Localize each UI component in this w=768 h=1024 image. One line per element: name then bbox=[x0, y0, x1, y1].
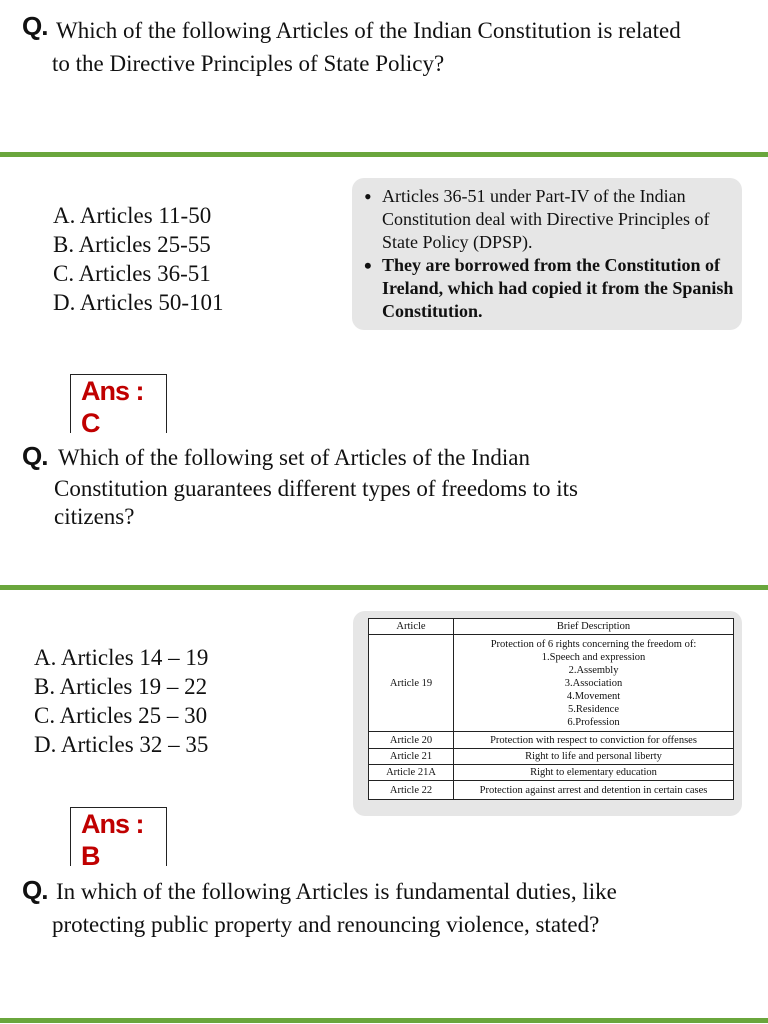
question-2-line: Which of the following set of Articles of the Indian bbox=[58, 445, 531, 470]
question-1-text bbox=[52, 14, 756, 80]
option-b[interactable]: B. Articles 19 – 22 bbox=[34, 674, 208, 699]
question-marker: Q. bbox=[22, 875, 48, 905]
table-row bbox=[369, 732, 734, 749]
answer-box bbox=[70, 807, 167, 871]
freedom-item: 1.Speech and expression bbox=[541, 652, 646, 663]
freedom-item: 2.Assembly bbox=[568, 665, 619, 676]
question-marker: Q. bbox=[22, 441, 48, 471]
table-cell: Article 21 bbox=[369, 749, 454, 765]
question-3-line: protecting public property and renouncing violence, stated? bbox=[52, 912, 600, 937]
explanation-box bbox=[352, 178, 742, 330]
table-header-cell: Article bbox=[369, 619, 454, 635]
answer-box bbox=[70, 374, 167, 438]
option-a[interactable]: A. Articles 11-50 bbox=[53, 203, 212, 228]
table-cell bbox=[454, 635, 734, 732]
table-row bbox=[369, 781, 734, 800]
table-row bbox=[369, 765, 734, 781]
freedom-item: 3.Association bbox=[564, 678, 623, 689]
table-cell: Article 21A bbox=[369, 765, 454, 781]
section-divider bbox=[0, 152, 768, 157]
articles-table-box bbox=[353, 611, 742, 816]
table-cell: Protection with respect to conviction for offenses bbox=[454, 732, 734, 749]
option-c[interactable]: C. Articles 25 – 30 bbox=[34, 703, 208, 728]
table-cell: Article 22 bbox=[369, 781, 454, 800]
option-a[interactable]: A. Articles 14 – 19 bbox=[34, 645, 209, 670]
answer-label: Ans : bbox=[81, 376, 144, 406]
question-1-options bbox=[53, 201, 224, 317]
articles-table bbox=[368, 618, 734, 800]
question-1-line: Which of the following Articles of the Indian Constitution is related bbox=[56, 18, 681, 43]
table-row bbox=[369, 749, 734, 765]
question-1-line: to the Directive Principles of State Policy? bbox=[52, 51, 445, 76]
section-divider bbox=[0, 585, 768, 590]
option-d[interactable]: D. Articles 50-101 bbox=[53, 290, 224, 315]
explanation-bullet: • Articles 36-51 under Part-IV of the Indian Constitution deal with Directive Principles of State Policy (DPSP). bbox=[362, 185, 734, 254]
table-cell: Right to elementary education bbox=[454, 765, 734, 781]
question-2-options bbox=[34, 643, 208, 759]
question-3-line: In which of the following Articles is fundamental duties, like bbox=[56, 879, 617, 904]
freedom-item: 5.Residence bbox=[567, 704, 620, 715]
freedom-item: 4.Movement bbox=[566, 691, 621, 702]
answer-value: C bbox=[81, 408, 100, 438]
answer-value: B bbox=[81, 841, 100, 871]
question-2-line: citizens? bbox=[54, 504, 135, 529]
section-divider bbox=[0, 1018, 768, 1023]
table-header-row bbox=[369, 619, 734, 635]
question-marker: Q. bbox=[22, 11, 48, 41]
option-d[interactable]: D. Articles 32 – 35 bbox=[34, 732, 209, 757]
table-cell: Protection against arrest and detention in certain cases bbox=[454, 781, 734, 800]
option-b[interactable]: B. Articles 25-55 bbox=[53, 232, 211, 257]
table-cell: Right to life and personal liberty bbox=[454, 749, 734, 765]
table-cell: Article 20 bbox=[369, 732, 454, 749]
option-c[interactable]: C. Articles 36-51 bbox=[53, 261, 211, 286]
table-header-cell: Brief Description bbox=[454, 619, 734, 635]
question-2-text bbox=[54, 442, 698, 532]
explanation-bullet: • They are borrowed from the Constitution of Ireland, which had copied it from the Spanish Constitution. bbox=[362, 254, 734, 323]
question-2-line: Constitution guarantees different types of freedoms to its bbox=[54, 476, 578, 501]
table-row bbox=[369, 635, 734, 732]
freedom-item: 6.Profession bbox=[567, 717, 620, 728]
freedoms-intro: Protection of 6 rights concerning the freedom of: bbox=[490, 639, 697, 650]
question-3-text bbox=[52, 875, 756, 941]
table-cell: Article 19 bbox=[369, 635, 454, 732]
answer-label: Ans : bbox=[81, 809, 144, 839]
